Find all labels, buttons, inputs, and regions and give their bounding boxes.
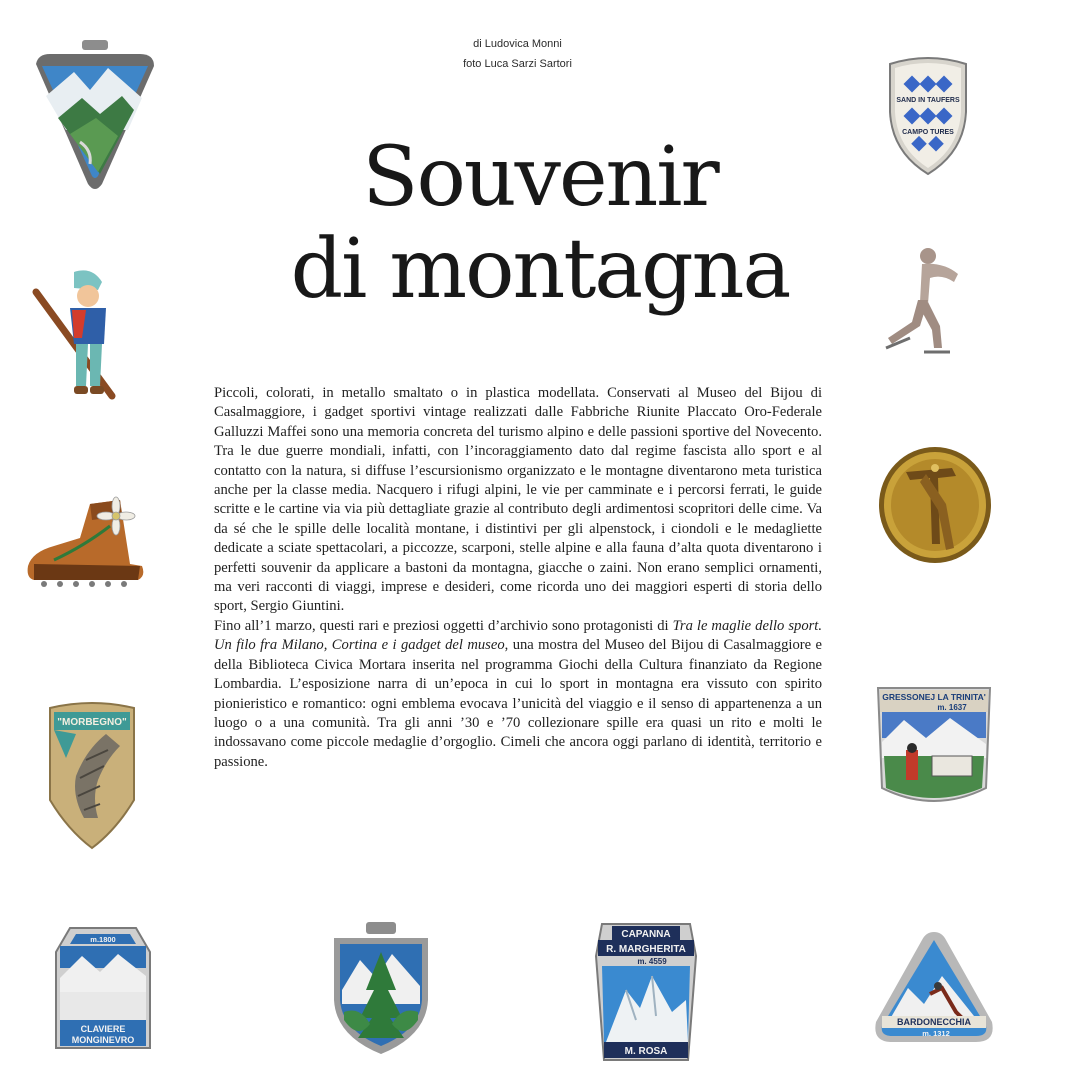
capanna-margherita-pin [592,920,700,1064]
pine-tree-shield-pin [330,920,432,1056]
claviere-altitude-label: m.1800 [90,935,116,944]
hiking-boot-pin [24,486,148,590]
page-title [200,132,880,316]
mountain-triangle-pin [30,38,160,190]
article-paragraph-1: Piccoli, colorati, in metallo smaltato o in plastica modellata. Conservati al Museo del Bijou di Casalmaggiore, i gadget sportivi vintage realizzati dalle Fabbriche Riunite Placcato Oro-Federale Galluzzi Maffei sono una memoria concreta del turismo alpino e delle passioni sportive del Novecento. Tra le due guerre mondiali, infatti, con l’incoraggiamento dato dal regime fascista allo sport e al contatto con la natura, si diffuse l’escursionismo organizzato e le montagne diventarono meta turistica anche per la classe media. Nacquero i rifugi alpini, le vie per camminate e i percorsi ferrati, le guide scritte e le cartine via via più dettagliate grazie al contributo degli ardimentosi scopritori delle cime. Va da sé che le spille delle località montane, i distintivi per gli alpenstock, i ciondoli e le medagliette dedicate a sciate spettacolari, a piccozze, scarponi, stelle alpine e alla fauna d’alta quota diventarono i perfetti souvenir da applicare a bastoni da montagna, giacche o zaini. Non erano semplici ornamenti, ma veri racconti di viaggi, imprese e desideri, come ricorda uno dei maggiori esperti di storia dello sport, Sergio Giuntini. [214,385,822,615]
monginevro-label: MONGINEVRO [71,1035,135,1045]
margherita-label: R. MARGHERITA [606,944,686,955]
credits [400,34,635,74]
ice-axe-medal-pin [876,444,994,566]
campo-tures-label: CAMPO TURES [902,129,954,136]
morbegno-wing-pin [46,700,138,850]
capanna-label: CAPANNA [621,929,671,940]
bardonecchia-label: BARDONECCHIA [897,1017,971,1027]
claviere-label: CLAVIERE [80,1024,126,1034]
paragraph-2-end: , una mostra del Museo del Bijou di Casalmaggiore e della Biblioteca Civica Mortara inserita nel programma Giochi della Cultura finanziato da Regione Lombardia. L’esposizione narra di un’epoca in cui lo sport in montagna era vissuto con spirito pionieristico e romantico: ogni emblema evocava l’unicità del viaggio e il senso di appartenenza a un luogo o a una comunità. Tra gli anni ’30 e ’70 collezionare spille era quasi un rito e molti le indossavano come piccole medaglie d’orgoglio. Cimeli che ancora oggi parlano di identità, territorio e passione. [214,637,822,770]
paragraph-2-start: Fino all’1 marzo, questi rari e preziosi oggetti d’archivio sono protagonisti di [214,617,673,634]
article-paragraph-2 [214,617,822,772]
morbegno-label: "MORBEGNO" [57,717,127,728]
gressoney-altitude-label: m. 1637 [937,703,967,712]
skater-pin [884,244,966,356]
sand-in-taufers-label: SAND IN TAUFERS [896,97,960,104]
title-line-2: di montagna [290,222,790,317]
monte-rosa-label: M. ROSA [624,1046,668,1057]
bardonecchia-pin [872,930,996,1046]
gressoney-name-label: GRESSONEJ LA TRINITA' [882,692,986,702]
author-credit: di Ludovica Monni [473,38,562,50]
boy-skier-pin [30,268,126,404]
capanna-altitude-label: m. 4559 [637,957,667,966]
photo-credit: foto Luca Sarzi Sartori [463,58,572,70]
gressoney-pin [874,678,994,812]
article-body [214,384,822,772]
sand-in-taufers-shield-pin [886,56,970,176]
claviere-monginevro-pin [52,924,154,1052]
title-line-1: Souvenir [362,130,718,225]
exhibition-title: Tra le maglie dello sport. Un filo fra Milano, Cortina e i gadget del museo [214,617,822,654]
bardonecchia-altitude-label: m. 1312 [922,1029,950,1038]
